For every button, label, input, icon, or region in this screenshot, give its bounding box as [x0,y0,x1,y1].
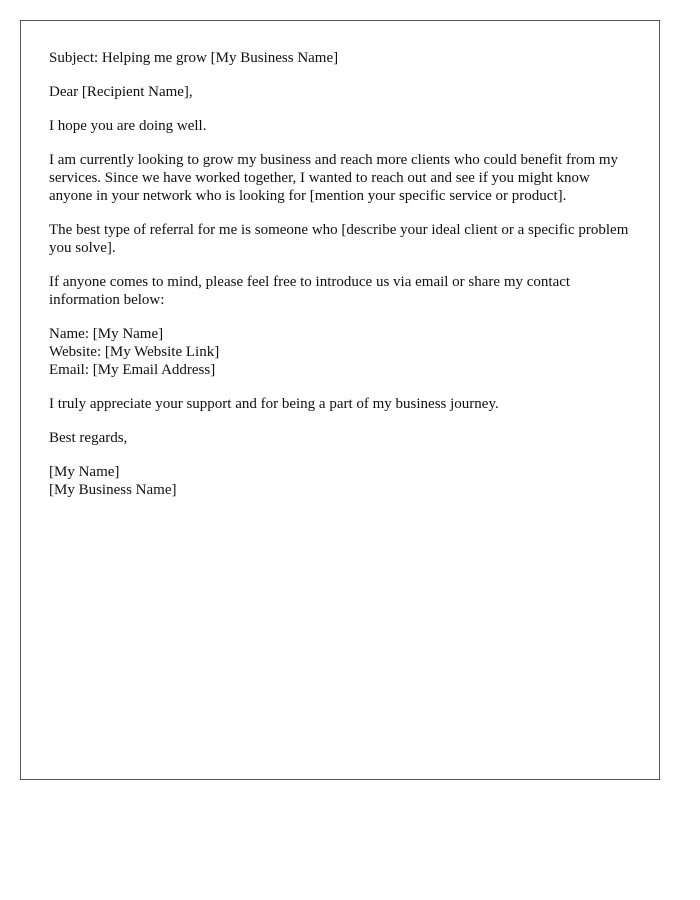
salutation: Dear [Recipient Name], [49,84,193,100]
letter-page [20,20,660,780]
opening-line: I hope you are doing well. [49,118,207,134]
contact-name: Name: [My Name] [49,326,164,342]
signature-block [49,463,631,499]
signature-business: [My Business Name] [49,482,177,498]
closing-line: Best regards, [49,430,128,446]
body-intro-paragraph: I am currently looking to grow my business and reach more clients who could benefit from my services. Since we have worked together, I wanted to reach out and see if you might know anyone in your network who is looking for [mention your specific service or product]. [49,152,619,204]
contact-website: Website: [My Website Link] [49,344,220,360]
contact-email: Email: [My Email Address] [49,362,216,378]
introduction-request-paragraph: If anyone comes to mind, please feel free to introduce us via email or share my contact information below: [49,274,571,308]
signature-name: [My Name] [49,464,120,480]
contact-block [49,325,631,379]
subject-line: Subject: Helping me grow [My Business Name] [49,50,339,66]
appreciation-paragraph: I truly appreciate your support and for being a part of my business journey. [49,396,499,412]
referral-type-paragraph: The best type of referral for me is someone who [describe your ideal client or a specific problem you solve]. [49,222,629,256]
